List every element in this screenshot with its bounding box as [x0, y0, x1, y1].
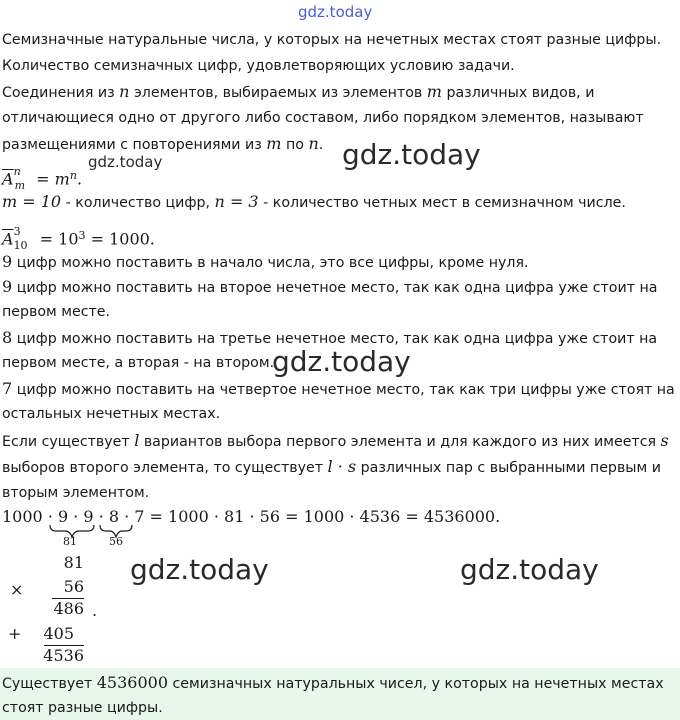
calc-dot: .	[92, 601, 98, 620]
watermark: gdz.today	[272, 345, 411, 378]
calc-operand: 56	[63, 577, 84, 596]
text-line: Семизначные натуральные числа, у которых на нечетных местах стоят разные цифры.	[2, 32, 662, 48]
watermark-top: gdz.today	[298, 3, 373, 21]
formula-placements: $\overline{A}^n_m = m^n$.	[2, 165, 83, 192]
text-line: остальных нечетных местах.	[2, 406, 221, 422]
text-line: выборов второго элемента, то существует l · s различных пар с выбранными первым и	[2, 457, 661, 476]
multiply-sign: ×	[10, 580, 24, 599]
watermark: gdz.today	[342, 138, 481, 171]
underbrace-label: 81	[63, 535, 77, 548]
formula-result: $\overline{A}^3_{10} = 10^3 = 1000$.	[2, 225, 155, 252]
calc-partial: 405	[43, 624, 74, 643]
text-line: Если существует l вариантов выбора первого элемента и для каждого из них имеется s	[2, 431, 669, 450]
calc-partial: 486	[53, 599, 84, 618]
underbrace-label: 56	[109, 535, 123, 548]
text-line: первом месте, а вторая - на втором.	[2, 355, 275, 371]
answer-line: стоят разные цифры.	[2, 700, 163, 716]
text-line: 9 цифр можно поставить на второе нечетное место, так как одна цифра уже стоит на	[2, 277, 658, 296]
calc-total: 4536	[43, 646, 84, 665]
text-line: 8 цифр можно поставить на третье нечетное место, так как одна цифра уже стоит на	[2, 328, 658, 347]
text-line: 7 цифр можно поставить на четвертое нечетное место, так как три цифры уже стоят на	[2, 379, 675, 398]
answer-box	[0, 668, 680, 720]
text-line: 9 цифр можно поставить в начало числа, это все цифры, кроме нуля.	[2, 252, 529, 271]
calc-operand: 81	[63, 553, 84, 572]
text-line: вторым элементом.	[2, 485, 150, 501]
answer-line: Существует 4536000 семизначных натуральных чисел, у которых на нечетных местах	[2, 673, 664, 692]
watermark: gdz.today	[88, 153, 163, 171]
text-line: размещениями с повторениями из m по n.	[2, 134, 324, 153]
text-line: первом месте.	[2, 304, 110, 320]
product-equation: 1000 · 9 · 9 · 8 · 7 = 1000 · 81 · 56 = 1000 · 4536 = 4536000.	[2, 507, 501, 526]
plus-sign: +	[8, 624, 22, 643]
text-line: m = 10 - количество цифр, n = 3 - количество четных мест в семизначном числе.	[2, 192, 626, 211]
text-line: Количество семизначных цифр, удовлетворяющих условию задачи.	[2, 58, 515, 74]
text-line: отличающиеся одно от другого либо составом, либо порядком элементов, называют	[2, 110, 644, 126]
watermark: gdz.today	[130, 553, 269, 586]
text-line: Соединения из n элементов, выбираемых из элементов m различных видов, и	[2, 82, 595, 101]
watermark: gdz.today	[460, 553, 599, 586]
